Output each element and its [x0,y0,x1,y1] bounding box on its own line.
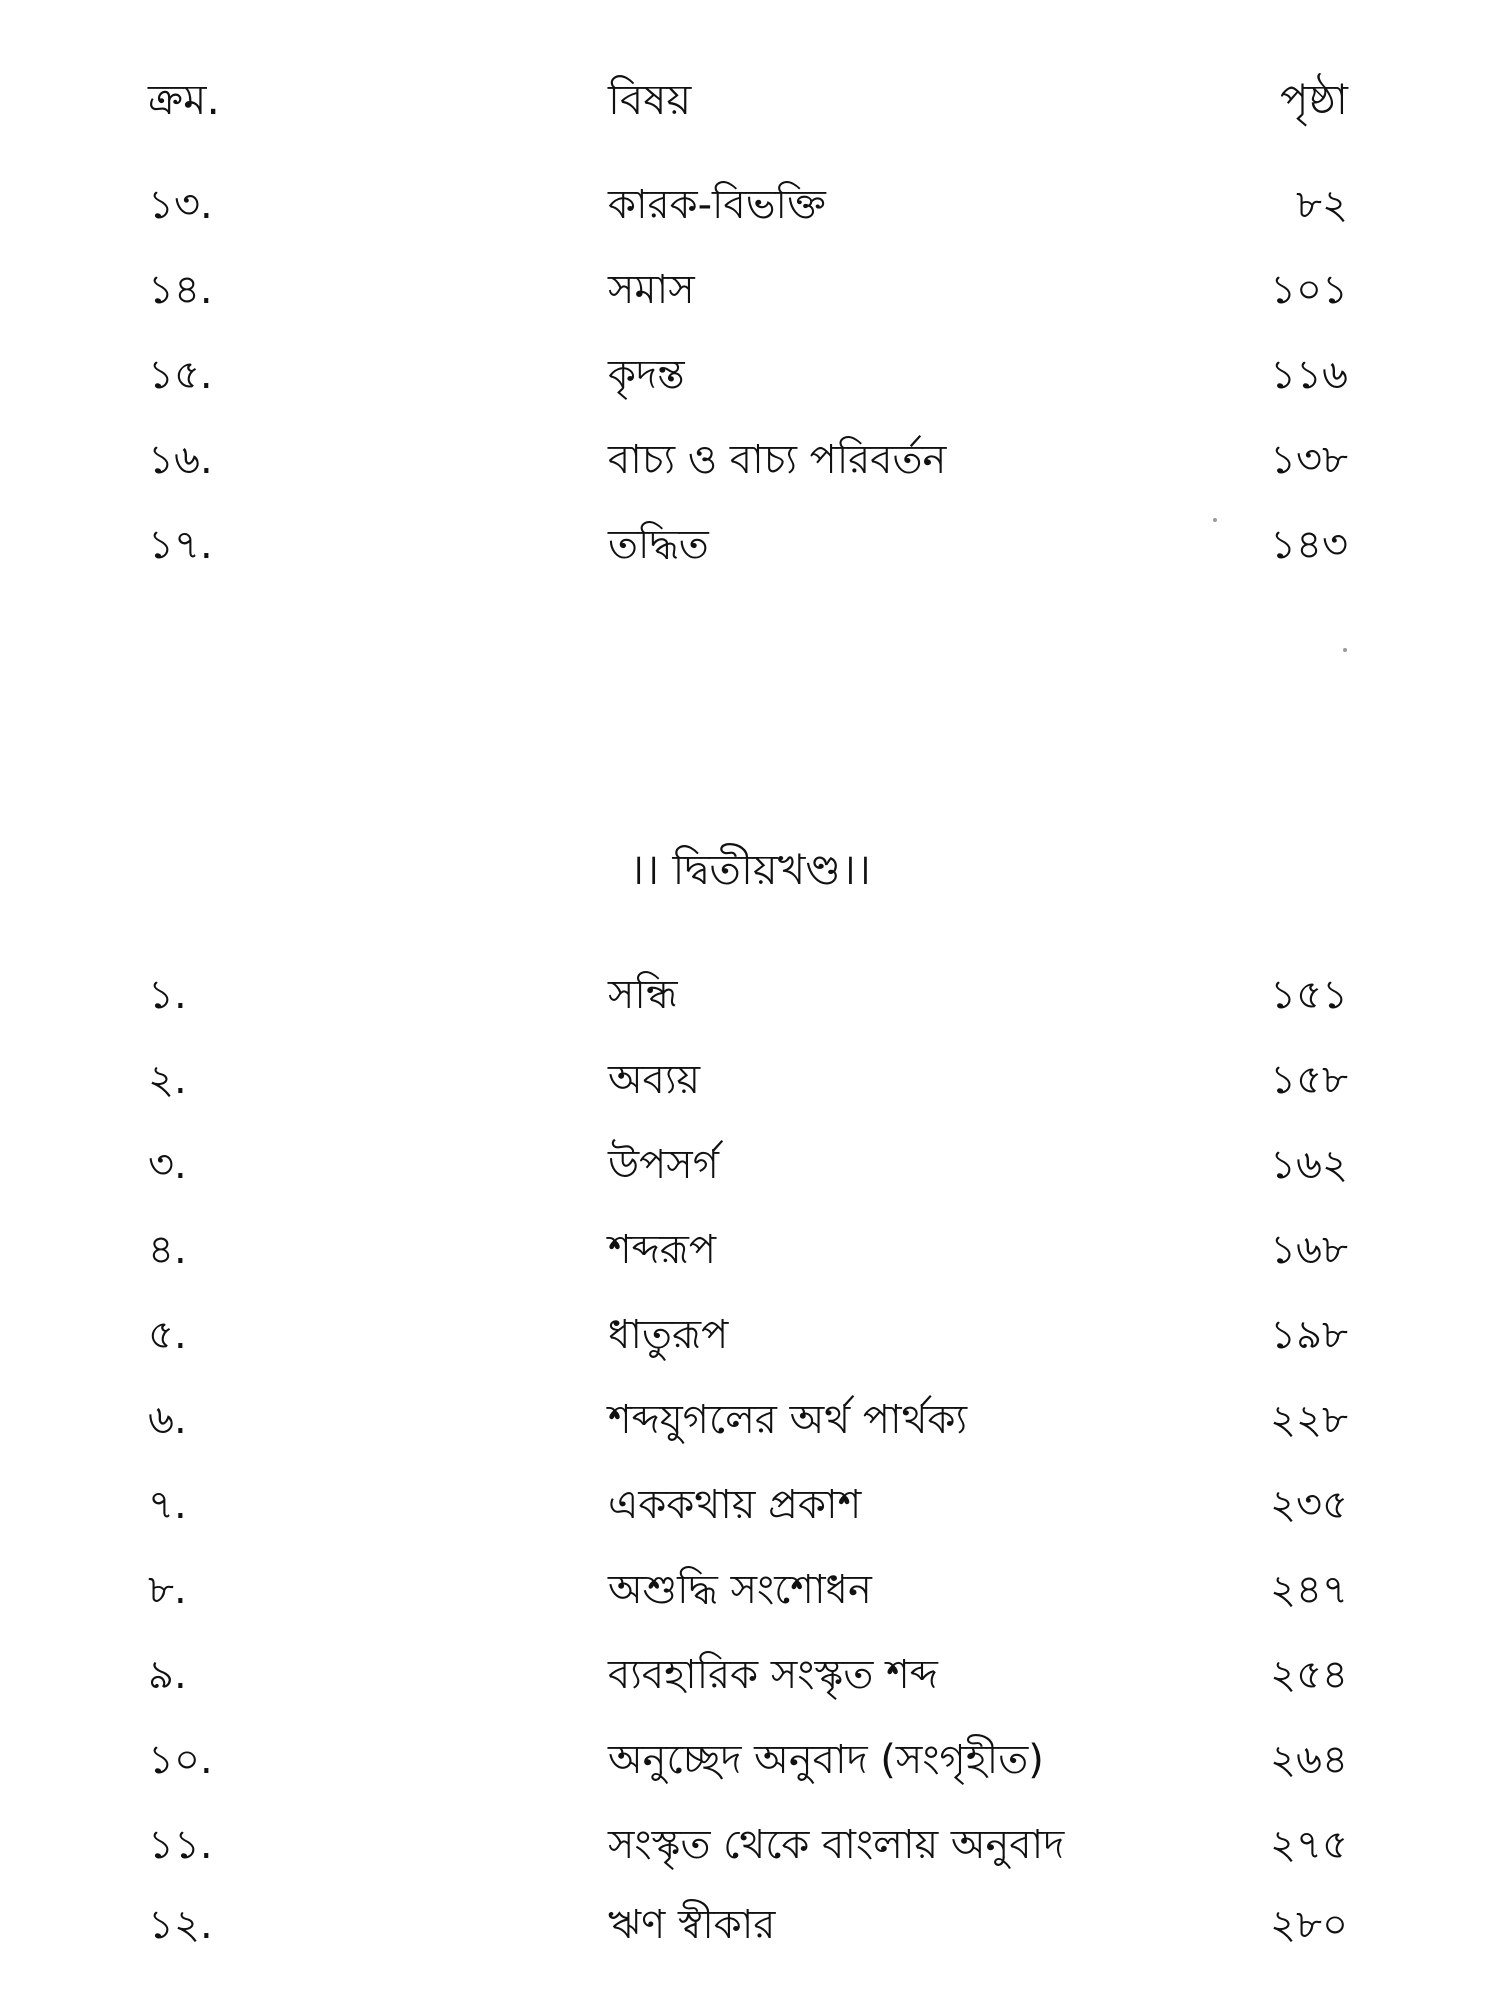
scan-speck [1213,518,1217,522]
entry-page: ৮২ [1296,182,1348,228]
toc-entry [0,1550,1500,1630]
entry-serial: ৭. [148,1482,187,1528]
table-header [0,60,1500,140]
toc-entry [0,165,1500,245]
entry-topic: এককথায় প্রকাশ [608,1482,862,1528]
entry-topic: কৃদন্ত [608,352,685,398]
toc-entry [0,1805,1500,1885]
toc-entry [0,955,1500,1035]
entry-page: ১৫৮ [1270,1057,1348,1103]
entry-topic: অশুদ্ধি সংশোধন [608,1567,872,1613]
section-title: ।। দ্বিতীয়খণ্ড।। [629,845,871,894]
toc-entry [0,335,1500,415]
entry-serial: ৩. [148,1142,187,1188]
toc-entry [0,1465,1500,1545]
entry-page: ২৫৪ [1270,1652,1348,1698]
entry-serial: ১৭. [148,522,213,568]
toc-entry [0,1295,1500,1375]
toc-entry [0,1210,1500,1290]
entry-page: ২৩৫ [1270,1482,1348,1528]
entry-serial: ৫. [148,1312,187,1358]
entry-page: ১৩৮ [1270,437,1348,483]
toc-entry [0,1720,1500,1800]
entry-page: ২৮০ [1270,1902,1348,1948]
entry-topic: অব্যয় [608,1057,701,1103]
entry-topic: কারক-বিভক্তি [608,182,826,228]
entry-page: ২৭৫ [1270,1822,1348,1868]
toc-entry [0,505,1500,585]
topic-column-heading: বিষয় [608,75,692,124]
entry-page: ১৯৮ [1270,1312,1348,1358]
toc-entry [0,1380,1500,1460]
entry-serial: ১৫. [148,352,213,398]
entry-page: ১৫১ [1270,972,1348,1018]
entry-topic: ব্যবহারিক সংস্কৃত শব্দ [608,1652,938,1698]
entry-page: ১৬২ [1270,1142,1348,1188]
entry-serial: ৪. [148,1227,187,1273]
entry-serial: ৯. [148,1652,187,1698]
entry-page: ১৪৩ [1270,522,1348,568]
entry-page: ২২৮ [1270,1397,1348,1443]
entry-topic: সন্ধি [608,972,678,1018]
toc-entry [0,250,1500,330]
entry-serial: ১৩. [148,182,213,228]
toc-entry [0,1635,1500,1715]
serial-column-heading: ক্রম. [148,75,220,124]
entry-serial: ১৬. [148,437,213,483]
entry-serial: ১০. [148,1737,213,1783]
entry-topic: ধাতুরূপ [608,1312,729,1358]
entry-topic: শব্দরূপ [608,1227,717,1273]
entry-serial: ১২. [148,1902,213,1948]
entry-page: ২৪৭ [1270,1567,1348,1613]
toc-entry [0,420,1500,500]
entry-serial: ১. [148,972,187,1018]
entry-page: ১৬৮ [1270,1227,1348,1273]
entry-serial: ১৪. [148,267,213,313]
toc-entry [0,1125,1500,1205]
entry-topic: শব্দযুগলের অর্থ পার্থক্য [608,1397,968,1443]
entry-topic: ঋণ স্বীকার [608,1902,776,1948]
entry-topic: সমাস [608,267,695,313]
entry-topic: বাচ্য ও বাচ্য পরিবর্তন [608,437,947,483]
page-column-heading: পৃষ্ঠা [1279,75,1348,124]
entry-serial: ৬. [148,1397,187,1443]
entry-serial: ৮. [148,1567,187,1613]
entry-topic: সংস্কৃত থেকে বাংলায় অনুবাদ [608,1822,1065,1868]
toc-entry [0,1885,1500,1965]
entry-serial: ১১. [148,1822,213,1868]
entry-serial: ২. [148,1057,187,1103]
entry-topic: অনুচ্ছেদ অনুবাদ (সংগৃহীত) [608,1737,1044,1783]
entry-topic: উপসর্গ [608,1142,719,1188]
scan-speck [1343,648,1347,652]
entry-page: ২৬৪ [1270,1737,1348,1783]
entry-page: ১০১ [1270,267,1348,313]
entry-topic: তদ্ধিত [608,522,709,568]
toc-entry [0,1040,1500,1120]
entry-page: ১১৬ [1270,352,1348,398]
